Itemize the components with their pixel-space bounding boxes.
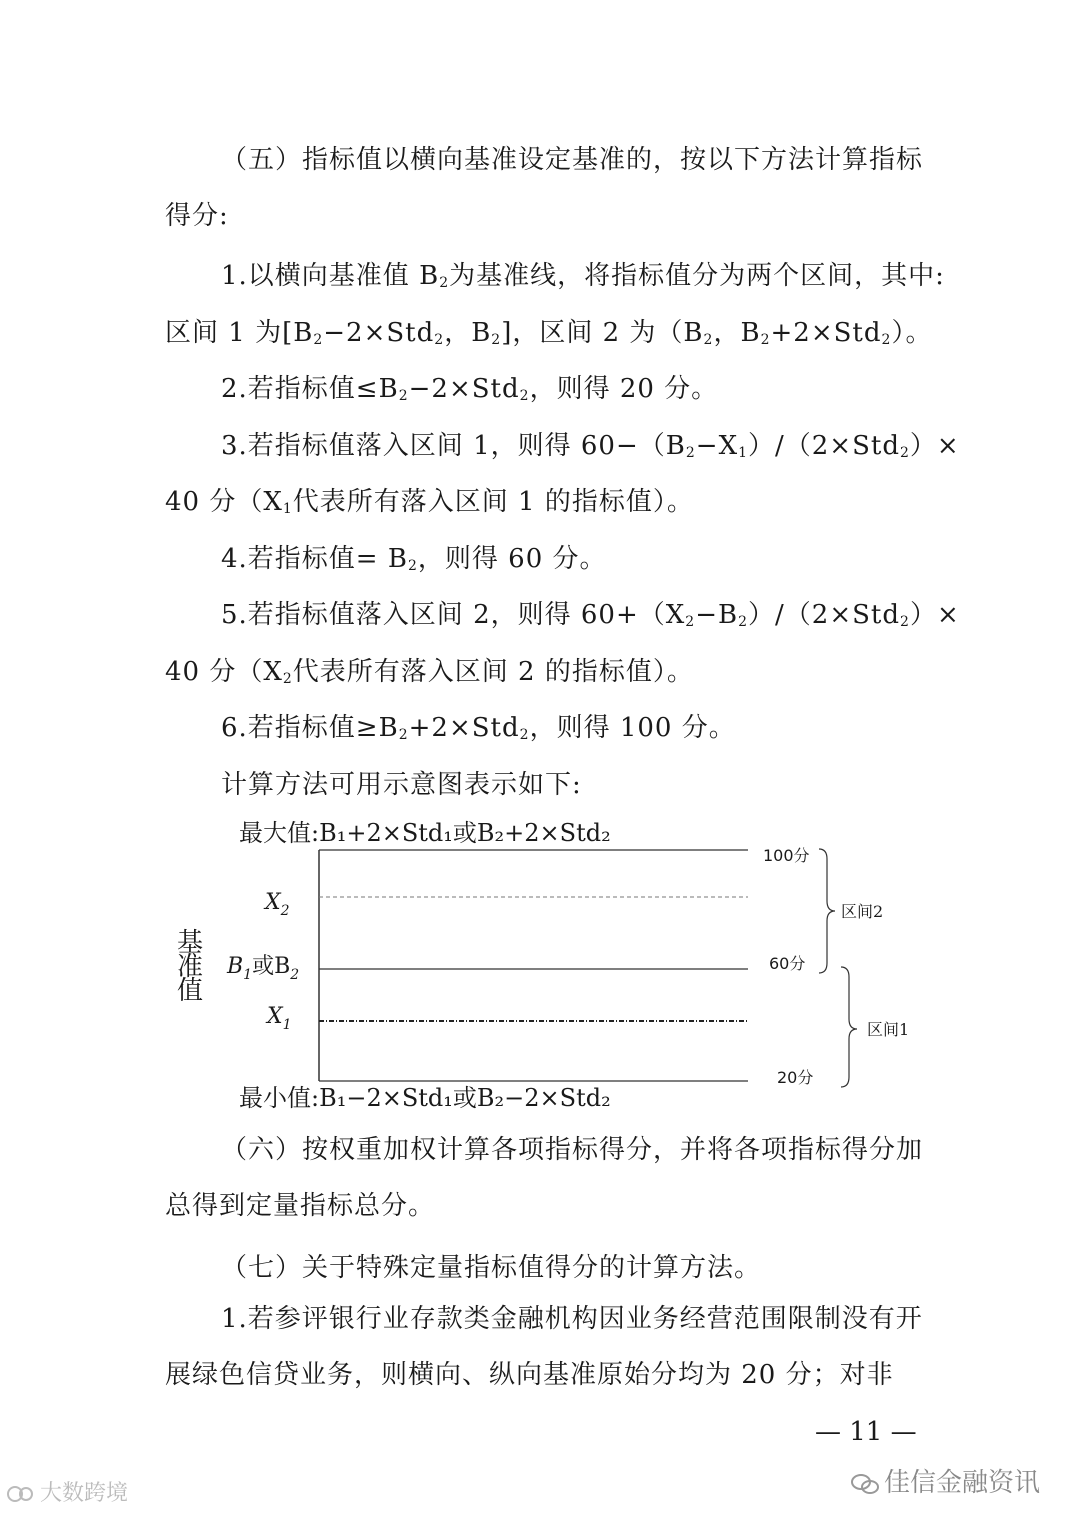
item5-line2: 40 分（$X_2$代表所有落入区间 2 的指标值）。 xyxy=(165,657,694,687)
wechat-icon xyxy=(850,1472,880,1496)
axis-label-char-3: 值 xyxy=(177,976,204,1006)
calc-intro: 计算方法可用示意图表示如下: xyxy=(221,770,582,800)
section7-title: （七）关于特殊定量指标值得分的计算方法。 xyxy=(221,1253,762,1283)
score-100-label: 100分 xyxy=(763,846,810,865)
interval2-brace xyxy=(819,849,835,973)
interval2-label: 区间2 xyxy=(841,902,884,921)
watermark-left: 大数跨境 xyxy=(6,1476,128,1507)
section7-item1: 1.若参评银行业存款类金融机构因业务经营范围限制没有开展绿色信贷业务，则横向、纵向基准原始分均为 20 分；对非 xyxy=(165,1304,923,1390)
watermark-right: 佳信金融资讯 xyxy=(850,1462,1040,1499)
item3-line2: 40 分（$X_1$代表所有落入区间 1 的指标值）。 xyxy=(165,487,694,517)
item1-line2: 区间 1 为[$B_2-2\times Std_2$，$B_2$]，区间 2 为（$B_2$，$B_2+2\times Std_2$）。 xyxy=(165,318,933,348)
item5-line1: 5.若指标值落入区间 2，则得 $60+(X_2-B_2)/(2\times Std_2)\times$ xyxy=(221,600,960,630)
section6-text: （六）按权重加权计算各项指标得分，并将各项指标得分加总得到定量指标总分。 xyxy=(165,1135,924,1221)
axis-label-char-1: 基 xyxy=(177,928,204,958)
score-20-label: 20分 xyxy=(777,1068,814,1087)
interval1-label: 区间1 xyxy=(867,1020,910,1039)
item4-line: 4.若指标值= $B_2$，则得 60 分。 xyxy=(221,544,607,574)
interval1-brace xyxy=(841,967,857,1087)
min-value-label: 最小值:B₁−2×Std₁或B₂−2×Std₂ xyxy=(239,1084,611,1112)
page-number: — 11 — xyxy=(815,1417,917,1447)
item1-line1: 1.以横向基准值 $B_2$为基准线，将指标值分为两个区间，其中: xyxy=(221,261,945,291)
b-label: $B_1$或$B_2$ xyxy=(227,954,300,983)
watermark-logo-icon xyxy=(6,1482,36,1506)
scoring-diagram xyxy=(165,815,965,1115)
x1-label: $X_1$ xyxy=(267,1004,292,1033)
x2-label: $X_2$ xyxy=(265,890,290,919)
section5-title: （五）指标值以横向基准设定基准的，按以下方法计算指标得分: xyxy=(165,145,924,231)
max-value-label: 最大值:B₁+2×Std₁或B₂+2×Std₂ xyxy=(239,819,611,847)
axis-label-char-2: 准 xyxy=(177,952,204,982)
score-60-label: 60分 xyxy=(769,954,806,973)
item2-line: 2.若指标值$\le B_2-2\times Std_2$，则得 20 分。 xyxy=(221,374,719,404)
item6-line: 6.若指标值$\ge B_2+2\times Std_2$，则得 100 分。 xyxy=(221,713,736,743)
item3-line1: 3.若指标值落入区间 1，则得 $60-(B_2-X_1)/(2\times Std_2)\times$ xyxy=(221,431,960,461)
